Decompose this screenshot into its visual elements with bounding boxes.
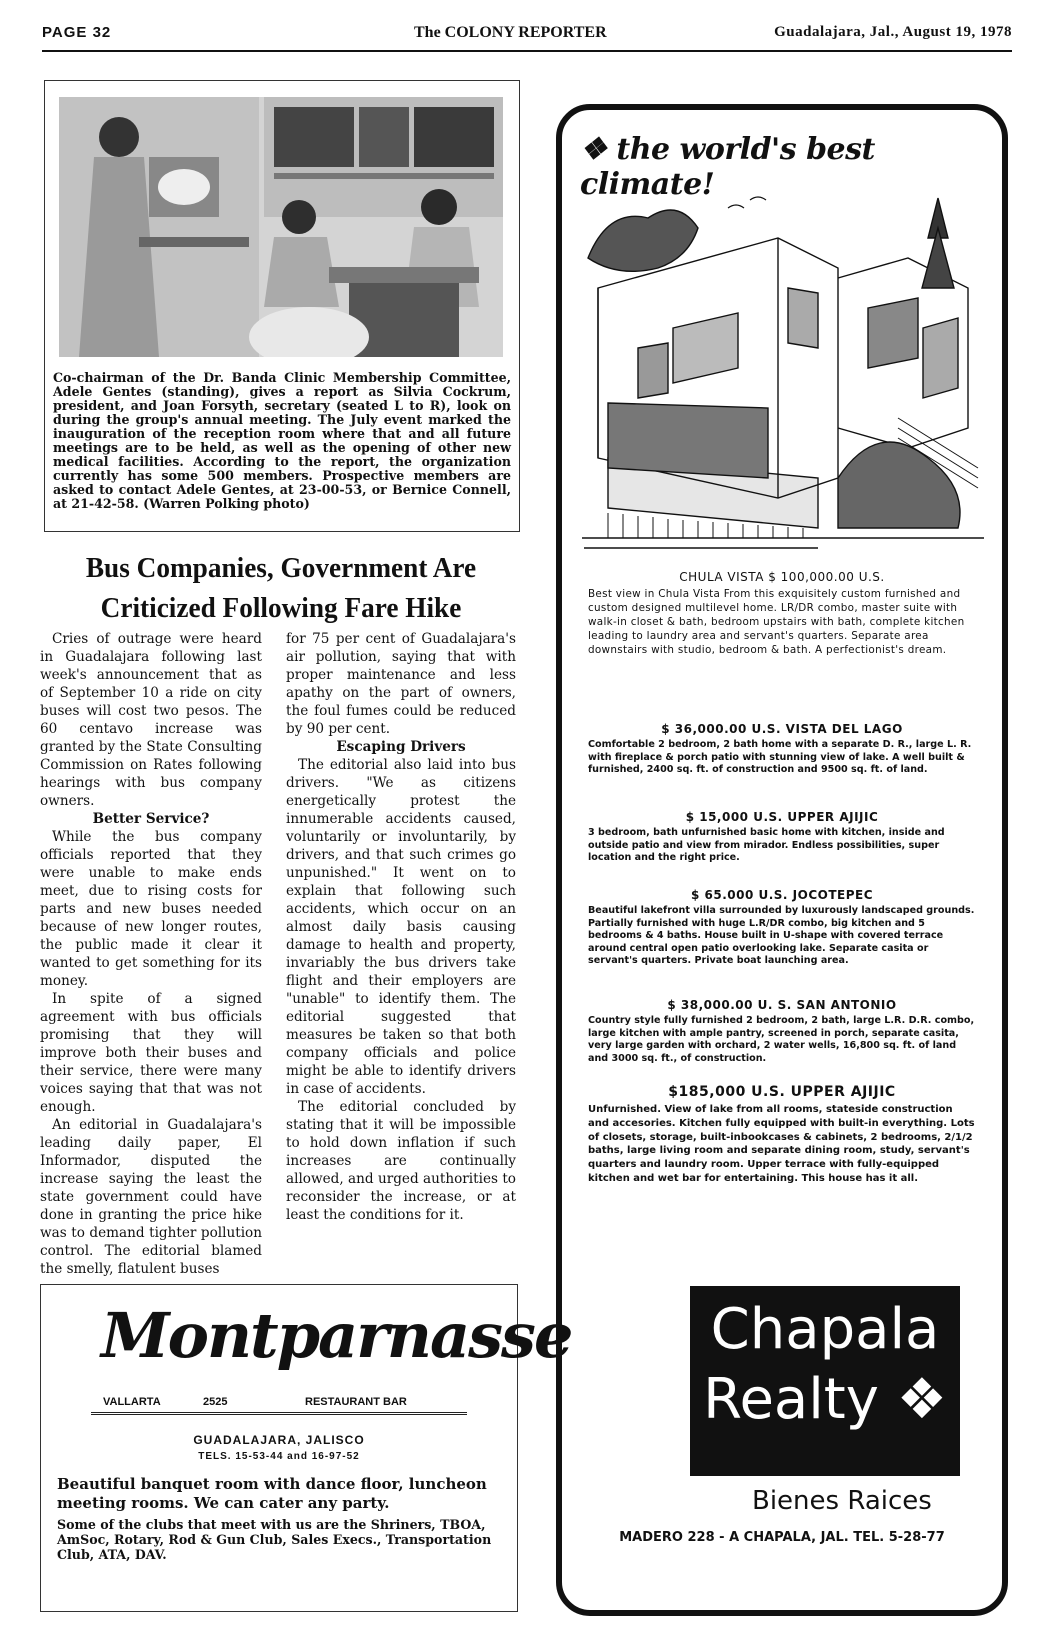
article-column-1 [40,630,262,1278]
article-paragraph: While the bus company officials reported that they were unable to make ends meet, due to rising costs for parts and new buses needed because of new longer routes, the public made it clear it wanted to get something for its money. [40,829,262,989]
listing-description: Unfurnished. View of lake from all rooms, stateside construction and accesories. Kitchen fully equipped with built-in everything. Lots of closets, storage, built-inbookcases & cabinets, 2 bedrooms, 2/1/2 baths, large living room and separate dining room, study, servant's quarters and laundry room. Upper terrace with fully-equipped kitchen and wet bar for entertaining. This house has it all. [588,1104,975,1184]
article-column-2 [286,630,516,1224]
clubs-text: Some of the clubs that meet with us are the Shriners, TBOA, AmSoc, Rotary, Rod & Gun Club, Sales Execs., Transportation Club, ATA, DAV. [57,1517,492,1562]
listing-description: Country style fully furnished 2 bedroom, 2 bath, large L.R. D.R. combo, large kitchen with ample pantry, screened in porch, separate casita, very large garden with orchard, 2 water wells, 16,800 sq. ft. of land and 3000 sq. ft., of construction. [588,1015,975,1064]
newspaper-name: The COLONY REPORTER [414,24,607,41]
listing-description: 3 bedroom, bath unfurnished basic home with kitchen, inside and outside patio and view from mirador. Endless possibilities, super location and the right price. [588,827,945,863]
article-headline [58,548,504,628]
article-paragraph: The editorial concluded by stating that it will be impossible to hold down inflation if such increases are continually allowed, and urged authorities to reconsider the increase, or at least the conditions for it. [286,1099,516,1223]
meeting-photo [59,97,503,357]
realty-ad [556,104,1008,1616]
venue-type: RESTAURANT BAR [301,1396,411,1408]
photo-caption: Co-chairman of the Dr. Banda Clinic Membership Committee, Adele Gentes (standing), gives a report as Silvia Cockrum, president, and Joan Forsyth, secretary (seated L to R), look on during the group's annual meeting. The July event marked the inauguration of the reception room where that and all future meetings are to be held, as well as the opening of other new medical facilities. According to the report, the organization currently has some 500 members. Prospective members are asked to contact Adele Gentes, at 23-00-53, or Bernice Connell, at 21-42-58. (Warren Polking photo) [53,370,511,511]
listing-heading: $ 15,000 U.S. UPPER AJIJIC [685,810,879,824]
listing-heading: CHULA VISTA $ 100,000.00 U.S. [679,570,885,584]
realty-address: MADERO 228 - A CHAPALA, JAL. TEL. 5-28-77 [619,1530,945,1545]
article-paragraph: An editorial in Guadalajara's leading daily paper, El Informador, disputed the increase saying the least the state government could have done in granting the price hike was to demand tighter pollution control. The editorial blamed the smelly, flatulent buses [40,1117,262,1277]
headline-line-2: Criticized Following Fare Hike [100,592,462,624]
listing-chula-vista [588,570,976,657]
listing-heading: $185,000 U.S. UPPER AJIJIC [668,1084,896,1100]
bienes-raices-label: Bienes Raices [752,1486,932,1516]
listing-jocotepec [588,888,976,968]
listing-description: Beautiful lakefront villa surrounded by luxurously landscaped grounds. Partially furnished with huge L.R/DR combo, big kitchen and 5 bedrooms & 4 baths. House built in U-shape with covered terrace around central open patio overlooking lake. Separate casita or servant's quarters. Private boat launching area. [588,905,975,966]
article-paragraph: In spite of a signed agreement with bus officials promising that they will improve both their buses and their service, there were many voices saying that that was not enough. [40,991,262,1115]
headline-line-1: Bus Companies, Government Are [85,552,477,584]
logo-line-2: Realty ❖ [703,1367,947,1432]
dateline: Guadalajara, Jal., August 19, 1978 [774,24,1012,40]
city-label: GUADALAJARA, JALISCO [193,1433,365,1447]
listing-upper-ajijic [588,810,976,865]
article-subhead: Escaping Drivers [336,739,466,755]
listing-upper-ajijic-luxury [588,1084,976,1186]
listing-heading: $ 65.000 U.S. JOCOTEPEC [690,888,874,902]
listing-description: Best view in Chula Vista From this exquisitely custom furnished and custom designed multilevel home. LR/DR combo, master suite with walk-in closet & bath, bedroom upstairs with bath, complete kitchen leading to laundry area and servant's quarters. Separate area downstairs with studio, bedroom & bath. A perfectionist's dream. [588,588,965,656]
masthead [42,22,1012,52]
listing-heading: $ 36,000.00 U.S. VISTA DEL LAGO [661,722,903,736]
montparnasse-ad [40,1284,572,1612]
page-number: PAGE 32 [42,24,112,41]
article-paragraph: for 75 per cent of Guadalajara's air pollution, saying that with proper maintenance and less apathy on the part of owners, the foul fumes could be reduced by 90 per cent. [286,631,516,737]
listing-heading: $ 38,000.00 U. S. SAN ANTONIO [667,998,897,1012]
listing-san-antonio [588,998,976,1065]
montparnasse-logo: Montparnasse [101,1299,572,1372]
ad-title: ❖ the world's best climate! [580,132,875,202]
listing-vista-del-lago [588,722,976,777]
article-paragraph: Cries of outrage were heard in Guadalajara following last week's announcement that as of September 10 a ride on city buses will cost two pesos. The 60 centavo increase was granted by the State Consulting Commission on Rates following hearings with bus company owners. [40,631,262,809]
article-paragraph: The editorial also laid into bus drivers. "We as citizens energetically protest the innumerable accidents caused, voluntarily or involuntarily, by drivers, and that such crimes go unpunished." It went on to explain that following such accidents, which occur on an almost daily basis causing damage to health and property, invariably the bus drivers take flight and their employers are "unable" to identify them. The editorial suggested that measures be taken so that both company officials and police might be able to identify drivers in case of accidents. [286,757,516,1097]
logo-line-1: Chapala [710,1297,940,1362]
street-number: 2525 [199,1396,231,1408]
house-sketch-illustration [578,178,988,554]
telephone-label: TELS. 15-53-44 and 16-97-52 [198,1451,360,1462]
photo-feature [44,80,520,532]
chapala-realty-logo [690,1286,960,1476]
street-label: VALLARTA [99,1396,165,1408]
banquet-text: Beautiful banquet room with dance floor, luncheon meeting rooms. We can cater any party. [57,1475,487,1512]
article-subhead: Better Service? [92,811,210,827]
address-bar [91,1396,467,1415]
meeting-photo-illustration [59,97,503,357]
listing-description: Comfortable 2 bedroom, 2 bath home with a separate D. R., large L. R. with fireplace & porch patio with stunning view of lake. A well built & furnished, 2400 sq. ft. of construction and 9500 sq. ft. of land. [588,739,972,775]
